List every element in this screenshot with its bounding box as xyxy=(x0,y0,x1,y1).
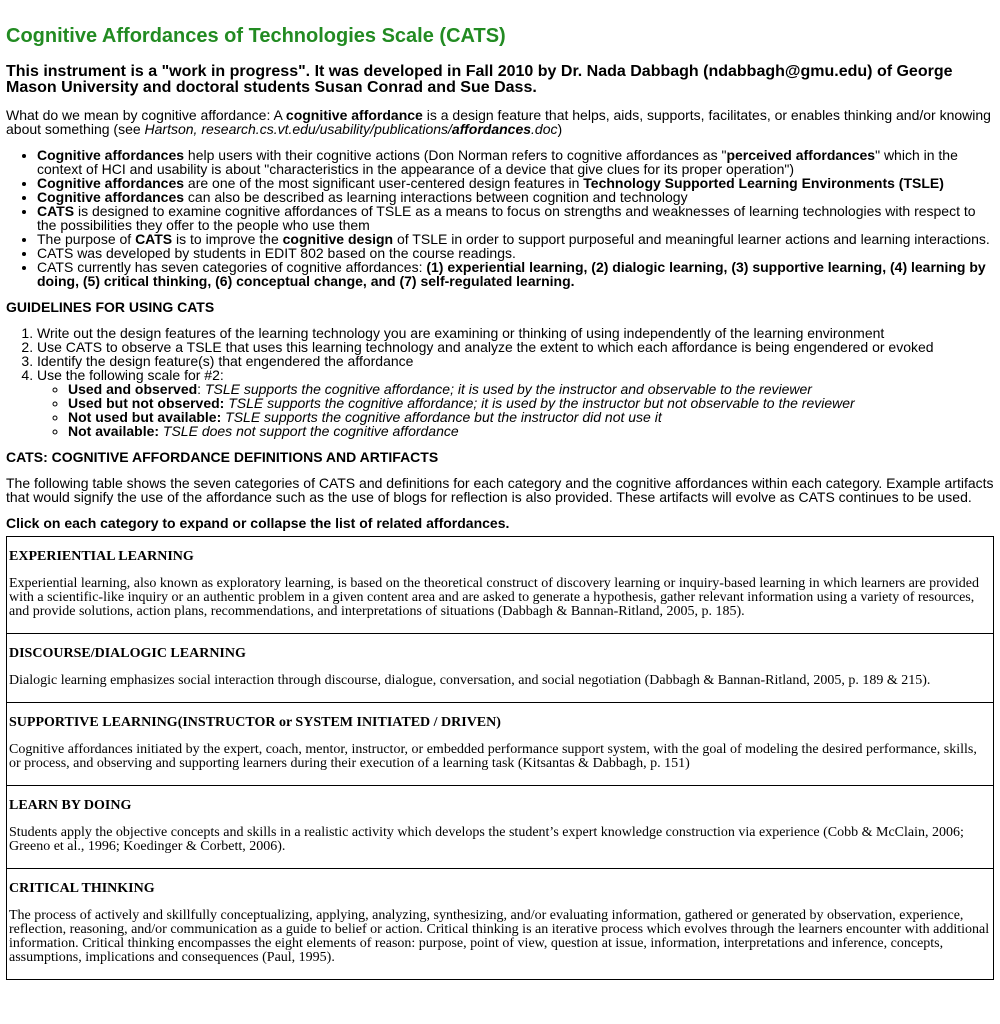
bullet-item: • CATS is designed to examine cognitive affordances of TSLE as a means to focus on strengths and weaknesses of learning technologies with respect to the possibilities they offer to the people who use them xyxy=(37,204,994,232)
category-description: Dialogic learning emphasizes social interaction through discourse, dialogue, conversation, and social negotiation (Dabbagh & Bannan-Ritland, 2005, p. 189 & 215). xyxy=(9,673,931,688)
bullet-item: • The purpose of CATS is to improve the cognitive design of TSLE in order to support purposeful and meaningful learner actions and learning interactions. xyxy=(37,232,994,246)
scale-item: ◦ Used and observed: TSLE supports the cognitive affordance; it is used by the instructor and observable to the reviewer xyxy=(68,382,994,396)
category-description: Experiential learning, also known as exploratory learning, is based on the theoretical construct of discovery learning or inquiry-based learning in which learners are provided with a scientific-like inquiry or an authentic problem in a given content area and are asked to generate a hypothesis, gather relevant information using a variety of resources, and provide solutions, action plans, recommendations, and interpretations of situations (Dabbagh & Bannan-Ritland, 2005, p. 185). xyxy=(9,576,979,619)
scale-item: ◦ Not available: TSLE does not support the cognitive affordance xyxy=(68,424,994,438)
page-title: Cognitive Affordances of Technologies Scale (CATS) xyxy=(6,25,506,47)
bullet-item: • CATS currently has seven categories of cognitive affordances: (1) experiential learning, (2) dialogic learning, (3) supportive learning, (4) learning by doing, (5) critical thinking, (6) conceptual change, and (7) self-regulated learning. xyxy=(37,260,994,288)
guidelines-list xyxy=(6,326,994,438)
scale-list xyxy=(37,382,994,438)
definition-text: is a design feature that helps, aids, supports, facilitates, or enables thinking and/or knowing about something (see xyxy=(6,107,991,137)
category-supportive-learning[interactable] xyxy=(6,702,994,785)
category-experiential-learning[interactable] xyxy=(6,536,994,633)
definition-lead: What do we mean by cognitive affordance: A xyxy=(6,107,286,123)
guideline-step: 1. Write out the design features of the learning technology you are examining or thinking of using independently of the learning environment xyxy=(37,326,994,340)
intro-text: This instrument is a "work in progress". It was developed in Fall 2010 by Dr. Nada Dabbagh (ndabbagh@gmu.edu) of George Mason University and doctoral students Susan Conrad and Sue Dass. xyxy=(6,63,953,96)
category-learn-by-doing[interactable] xyxy=(6,785,994,868)
category-title[interactable]: DISCOURSE/DIALOGIC LEARNING xyxy=(9,646,246,661)
definition-paragraph: What do we mean by cognitive affordance: A cognitive affordance is a design feature that helps, aids, supports, facilitates, or enables thinking and/or knowing about something (see Hartson, research.cs.vt.edu/usability/publications/affordances.doc) xyxy=(6,107,991,137)
category-title[interactable]: LEARN BY DOING xyxy=(9,798,132,813)
definitions-lead: The following table shows the seven categories of CATS and definitions for each category and the cognitive affordances within each category. Example artifacts that would signify the use of the affordance such as the use of blogs for reflection is also provided. These artifacts will evolve as CATS continues to be used. xyxy=(6,475,994,505)
definition-citation: Hartson, research.cs.vt.edu/usability/publications/affordances.doc xyxy=(144,121,558,137)
guideline-step: 2. Use CATS to observe a TSLE that uses this learning technology and analyze the extent to which each affordance is being engendered or evoked xyxy=(37,340,994,354)
definition-term: cognitive affordance xyxy=(285,107,423,123)
category-critical-thinking[interactable] xyxy=(6,868,994,979)
bullet-item: • Cognitive affordances can also be described as learning interactions between cognition and technology xyxy=(37,190,994,204)
category-description: Cognitive affordances initiated by the expert, coach, mentor, instructor, or embedded performance support system, with the goal of modeling the desired performance, skills, or process, and observing and supporting learners during their execution of a learning task (Kitsantas & Dabbagh, p. 151) xyxy=(9,742,977,771)
category-dialogic-learning[interactable] xyxy=(6,633,994,702)
bullet-item: • Cognitive affordances help users with their cognitive actions (Don Norman refers to cognitive affordances as "perceived affordances" which in the context of HCI and usability is about "characteristics in the appearance of a device that give clues for its proper operation") xyxy=(37,148,994,176)
definitions-heading: CATS: COGNITIVE AFFORDANCE DEFINITIONS AND ARTIFACTS xyxy=(6,449,439,465)
category-description: Students apply the objective concepts and skills in a realistic activity which develops the student’s expert knowledge construction via experience (Cobb & McClain, 2006; Greeno et al., 1996; Koedinger & Corbett, 2006). xyxy=(9,825,964,854)
guideline-step: 3. Identify the design feature(s) that engendered the affordance xyxy=(37,354,994,368)
bullet-item: • CATS was developed by students in EDIT 802 based on the course readings. xyxy=(37,246,994,260)
category-title[interactable]: EXPERIENTIAL LEARNING xyxy=(9,549,194,564)
scale-item: ◦ Not used but available: TSLE supports the cognitive affordance but the instructor did not use it xyxy=(68,410,994,424)
category-title[interactable]: SUPPORTIVE LEARNING(INSTRUCTOR or SYSTEM INITIATED / DRIVEN) xyxy=(9,715,501,730)
affordance-bullets xyxy=(6,148,994,288)
page xyxy=(0,24,1000,980)
category-description: The process of actively and skillfully conceptualizing, applying, analyzing, synthesizing, and/or evaluating information, gathered or generated by observation, experience, reflection, reasoning, and/or communication as a guide to belief or action. Critical thinking is an iterative process which evolves through the learners encounter with additional information. Critical thinking encompasses the eight elements of reason: purpose, point of view, question at issue, information, interpretations and inference, concepts, assumptions, implications and consequences (Paul, 1995). xyxy=(9,908,990,965)
guidelines-heading: GUIDELINES FOR USING CATS xyxy=(6,299,215,315)
category-title[interactable]: CRITICAL THINKING xyxy=(9,881,155,896)
click-instruction: Click on each category to expand or collapse the list of related affordances. xyxy=(6,515,510,531)
bullet-item: • Cognitive affordances are one of the most significant user-centered design features in Technology Supported Learning Environments (TSLE) xyxy=(37,176,994,190)
scale-item: ◦ Used but not observed: TSLE supports the cognitive affordance; it is used by the instructor but not observable to the reviewer xyxy=(68,396,994,410)
guideline-step: 4. Use the following scale for #2: ◦ Used and observed: TSLE supports the cognitive affordance; it is used by the instructor and observable to the reviewer ◦ Used but not observed: TSLE supports the cognitive affordance; it is used by the instructor but not observable to the reviewer ◦ Not used but available: TSLE supports the cognitive affordance but the instructor did not use it ◦ Not available: TSLE does not support the cognitive affordance xyxy=(37,368,994,438)
category-table xyxy=(6,536,994,980)
